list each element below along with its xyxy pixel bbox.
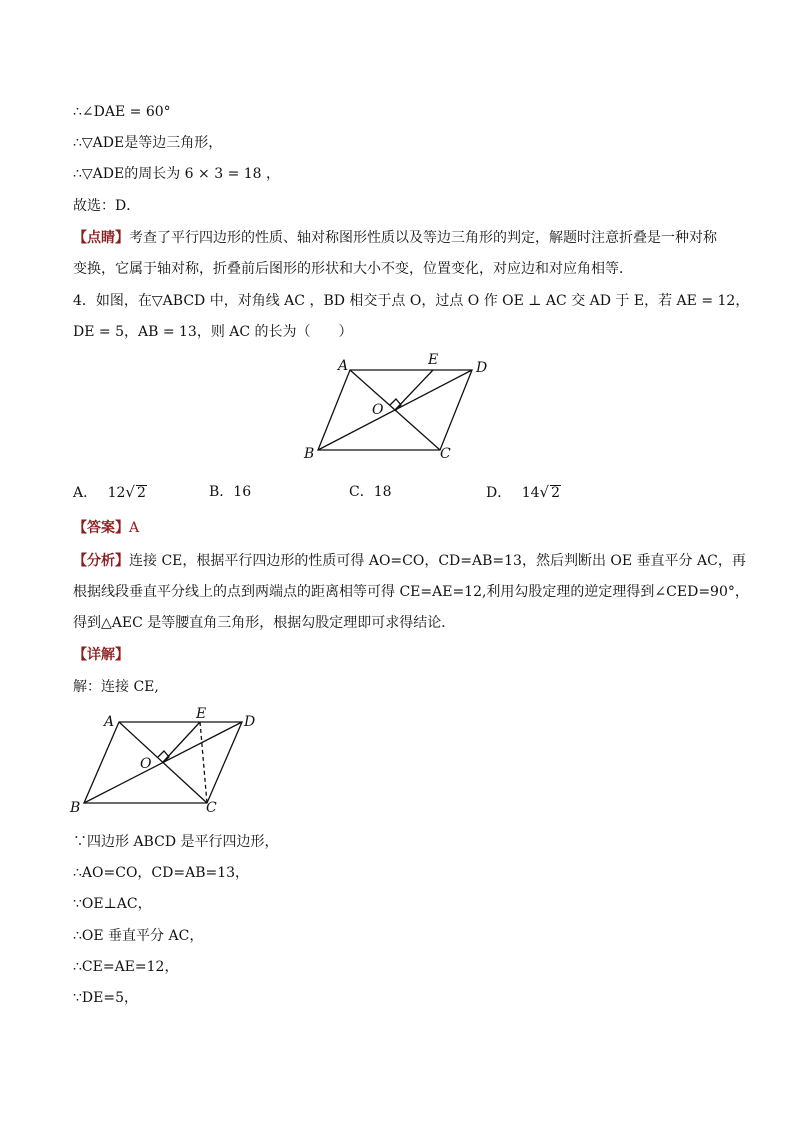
line-detail-tag: 【详解】 (73, 647, 129, 663)
line-analysis-1: 【分析】连接 CE，根据平行四边形的性质可得 AO=CO，CD=AB=13，然后判断出 OE 垂直平分 AC，再 (73, 553, 746, 569)
fig1-label-o: O (372, 402, 384, 418)
fig2-label-a: A (104, 714, 115, 730)
line-choose-d: 故选：D． (73, 198, 141, 214)
option-c[interactable]: C．18 (349, 484, 392, 500)
comment-text: 考查了平行四边形的性质、轴对称图形性质以及等边三角形的判定，解题时注意折叠是一种对称 (129, 230, 717, 246)
fig1-label-a: A (338, 358, 349, 374)
line-equilateral: ∴▽ADE是等边三角形， (73, 135, 223, 151)
fig1-label-c: C (440, 446, 451, 462)
parallelogram-figure-1 (300, 348, 500, 466)
line-detail-s3: ∵OE⊥AC， (73, 896, 152, 912)
line-detail-s6: ∵DE=5， (73, 990, 138, 1006)
line-detail-s2: ∴AO=CO，CD=AB=13， (73, 865, 250, 881)
fig1-label-e: E (428, 352, 439, 368)
line-analysis-2: 根据线段垂直平分线上的点到两端点的距离相等可得 CE=AE=12,利用勾股定理的逆定理得到∠CED=90°， (73, 584, 749, 600)
option-a[interactable]: A． 12√ 2 (73, 483, 146, 501)
fig2-label-b: B (70, 800, 81, 816)
fig1-label-d: D (476, 360, 488, 376)
line-angle-dae: ∴∠DAE = 60° (73, 104, 171, 120)
fig2-label-o: O (140, 756, 152, 772)
comment-tag: 【点睛】 (73, 230, 129, 246)
line-question-4: 4．如图，在▽ABCD 中，对角线 AC ，BD 相交于点 O，过点 O 作 OE ⊥ AC 交 AD 于 E，若 AE = 12， (73, 293, 750, 309)
line-detail-s4: ∴OE 垂直平分 AC， (73, 928, 204, 944)
line-comment-1 (73, 228, 717, 248)
parallelogram-figure-2 (64, 700, 274, 818)
line-perimeter: ∴▽ADE的周长为 6 × 3 = 18 ， (73, 166, 281, 182)
line-analysis-3: 得到△AEC 是等腰直角三角形，根据勾股定理即可求得结论． (73, 615, 456, 631)
line-question-4-cont: DE = 5，AB = 13，则 AC 的长为（ ） (73, 324, 353, 340)
fig2-label-c: C (206, 800, 217, 816)
option-d[interactable]: D． 14√ 2 (486, 483, 560, 501)
line-detail-s5: ∴CE=AE=12， (73, 959, 179, 975)
fig2-label-d: D (244, 714, 256, 730)
line-detail-intro: 解：连接 CE, (73, 679, 159, 695)
fig1-label-b: B (304, 446, 315, 462)
line-comment-2: 变换，它属于轴对称，折叠前后图形的形状和大小不变，位置变化，对应边和对应角相等． (73, 261, 633, 277)
option-b[interactable]: B．16 (209, 484, 252, 500)
fig2-label-e: E (196, 706, 207, 722)
line-answer: 【答案】A (73, 520, 140, 536)
line-detail-s1: ∵四边形 ABCD 是平行四边形， (73, 834, 279, 850)
